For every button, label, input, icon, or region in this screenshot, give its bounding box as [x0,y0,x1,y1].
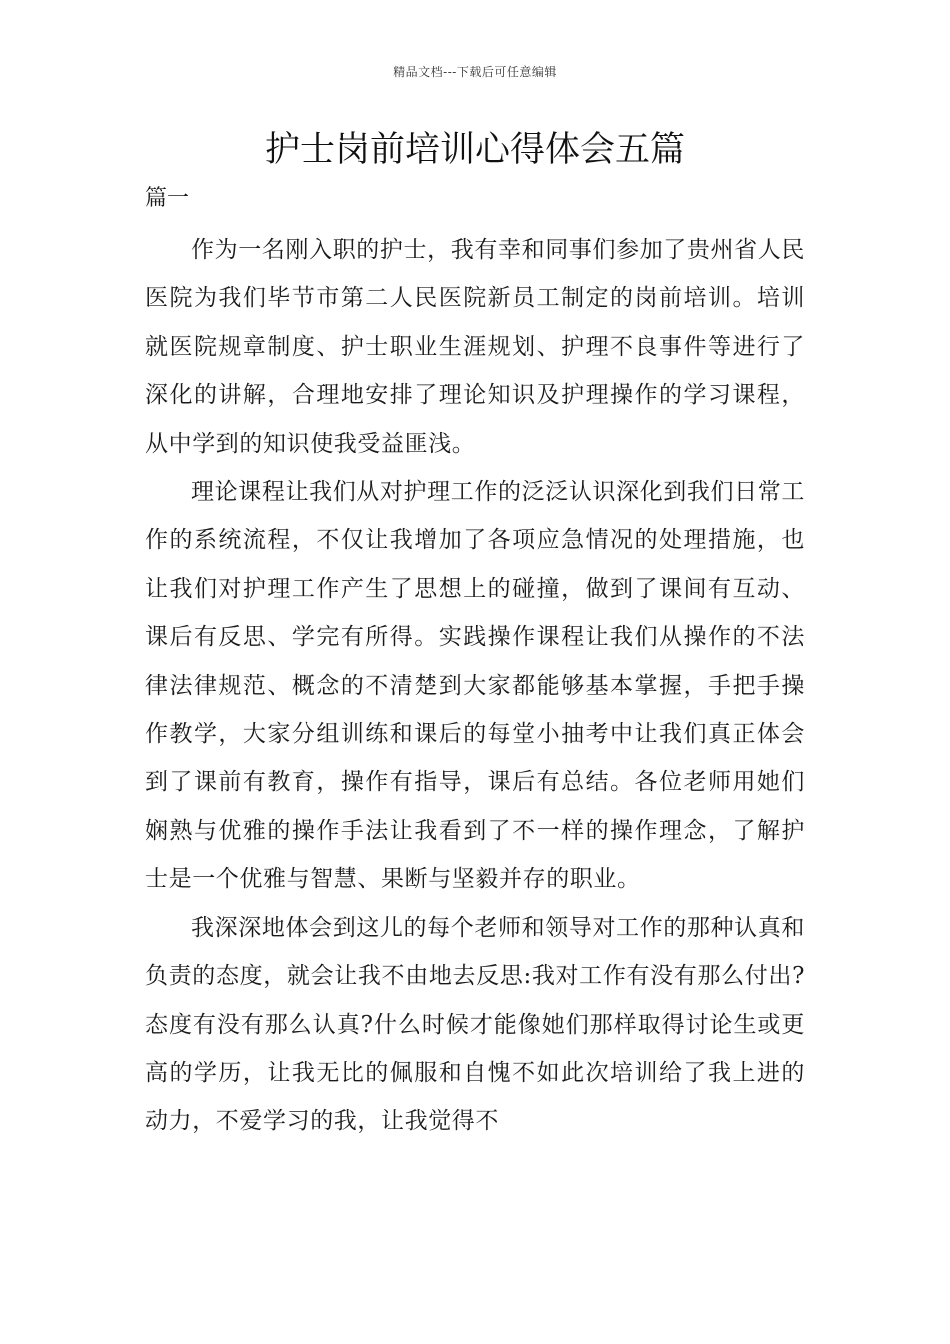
section-label: 篇一 [145,186,190,211]
paragraph-3: 我深深地体会到这儿的每个老师和领导对工作的那种认真和负责的态度，就会让我不由地去反思:我对工作有没有那么付出?态度有没有那么认真?什么时候才能像她们那样取得讨论生或更高的学历，让我无比的佩服和自愧不如此次培训给了我上进的动力，不爱学习的我，让我觉得不 [145,914,805,1135]
body-text [145,226,805,1146]
paragraph-1: 作为一名刚入职的护士，我有幸和同事们参加了贵州省人民医院为我们毕节市第二人民医院新员工制定的岗前培训。培训就医院规章制度、护士职业生涯规划、护理不良事件等进行了深化的讲解，合理地安排了理论知识及护理操作的学习课程，从中学到的知识使我受益匪浅。 [145,237,805,457]
header-note: 精品文档---下载后可任意编辑 [393,65,557,79]
paragraph-2: 理论课程让我们从对护理工作的泛泛认识深化到我们日常工作的系统流程，不仅让我增加了各项应急情况的处理措施，也让我们对护理工作产生了思想上的碰撞，做到了课间有互动、课后有反思、学完有所得。实践操作课程让我们从操作的不法律法律规范、概念的不清楚到大家都能够基本掌握，手把手操作教学，大家分组训练和课后的每堂小抽考中让我们真正体会到了课前有教育，操作有指导，课后有总结。各位老师用她们娴熟与优雅的操作手法让我看到了不一样的操作理念，了解护士是一个优雅与智慧、果断与坚毅并存的职业。 [145,479,805,893]
document-title: 护士岗前培训心得体会五篇 [264,130,685,170]
